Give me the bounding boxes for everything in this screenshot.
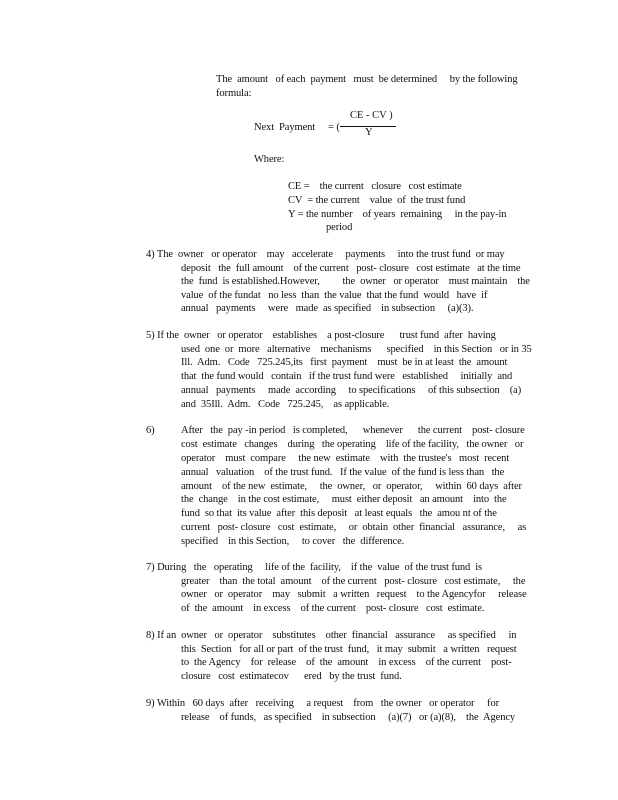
definition-line: CV = the current value of the trust fund	[288, 195, 466, 206]
formula-where: Where:	[254, 154, 285, 165]
formula-fraction	[340, 110, 396, 140]
paragraph-line: the fund is established.However, the owner or operator must maintain the	[181, 276, 530, 287]
paragraph-line: 5) If the owner or operator establishes a post-closure trust fund after having	[146, 330, 496, 341]
paragraph-line: 8) If an owner or operator substitutes other financial assurance as specified in	[146, 630, 517, 641]
paragraph-line: release of funds, as specified in subsection (a)(7) or (a)(8), the Agency	[181, 712, 516, 723]
intro-line: The amount of each payment must be determined by the following	[216, 74, 518, 85]
formula-denominator: Y	[365, 127, 373, 138]
paragraph-line: specified in this Section, to cover the difference.	[181, 536, 405, 547]
paragraph-line: current post- closure cost estimate, or obtain other financial assurance, as	[181, 522, 527, 533]
paragraph-line: closure cost estimatecov ered by the trust fund.	[181, 671, 402, 682]
paragraph-line: operator must compare the new estimate with the trustee's most recent	[181, 453, 510, 464]
paragraph-line: amount of the new estimate, the owner, or operator, within 60 days after	[181, 481, 522, 492]
formula-equals: = (	[328, 122, 340, 133]
paragraph-line: and 35Ill. Adm. Code 725.245, as applicable.	[181, 399, 390, 410]
paragraph-line: annual payments were made as specified in subsection (a)(3).	[181, 303, 474, 314]
paragraph-line: 7) During the operating life of the facility, if the value of the trust fund is	[146, 562, 483, 573]
paragraph-line: Ill. Adm. Code 725.245,its first payment must be in at least the amount	[181, 357, 508, 368]
paragraph-line: this Section for all or part of the trust fund, it may submit a written request	[181, 644, 517, 655]
paragraph-line: the change in the cost estimate, must either deposit an amount into the	[181, 494, 507, 505]
paragraph-line: 9) Within 60 days after receiving a request from the owner or operator for	[146, 698, 499, 709]
paragraph-line: deposit the full amount of the current post- closure cost estimate at the time	[181, 263, 521, 274]
paragraph-line: After the pay -in period is completed, whenever the current post- closure	[181, 425, 525, 436]
intro-line: formula:	[216, 88, 252, 99]
paragraph-line: cost estimate changes during the operating life of the facility, the owner or	[181, 439, 524, 450]
paragraph-line: greater than the total amount of the current post- closure cost estimate, the	[181, 576, 526, 587]
definition-line: Y = the number of years remaining in the pay-in	[288, 209, 507, 220]
paragraph-line: value of the fundat no less than the value that the fund would have if	[181, 290, 488, 301]
paragraph-line: to the Agency for release of the amount in excess of the current post-	[181, 657, 512, 668]
formula-label: Next Payment	[254, 122, 316, 133]
paragraph-line: fund so that its value after this deposit at least equals the amou nt of the	[181, 508, 497, 519]
paragraph-number: 6)	[146, 425, 155, 436]
paragraph-line: annual payments made according to specifications of this subsection (a)	[181, 385, 522, 396]
paragraph-line: 4) The owner or operator may accelerate payments into the trust fund or may	[146, 249, 505, 260]
paragraph-line: of the amount in excess of the current post- closure cost estimate.	[181, 603, 485, 614]
paragraph-line: annual valuation of the trust fund. If the value of the fund is less than the	[181, 467, 505, 478]
definition-line: period	[326, 222, 353, 233]
definition-line: CE = the current closure cost estimate	[288, 181, 462, 192]
paragraph-line: used one or more alternative mechanisms specified in this Section or in 35	[181, 344, 532, 355]
formula-numerator: CE - CV )	[350, 110, 393, 121]
paragraph-line: owner or operator may submit a written request to the Agencyfor release	[181, 589, 527, 600]
paragraph-line: that the fund would contain if the trust fund were established initially and	[181, 371, 513, 382]
